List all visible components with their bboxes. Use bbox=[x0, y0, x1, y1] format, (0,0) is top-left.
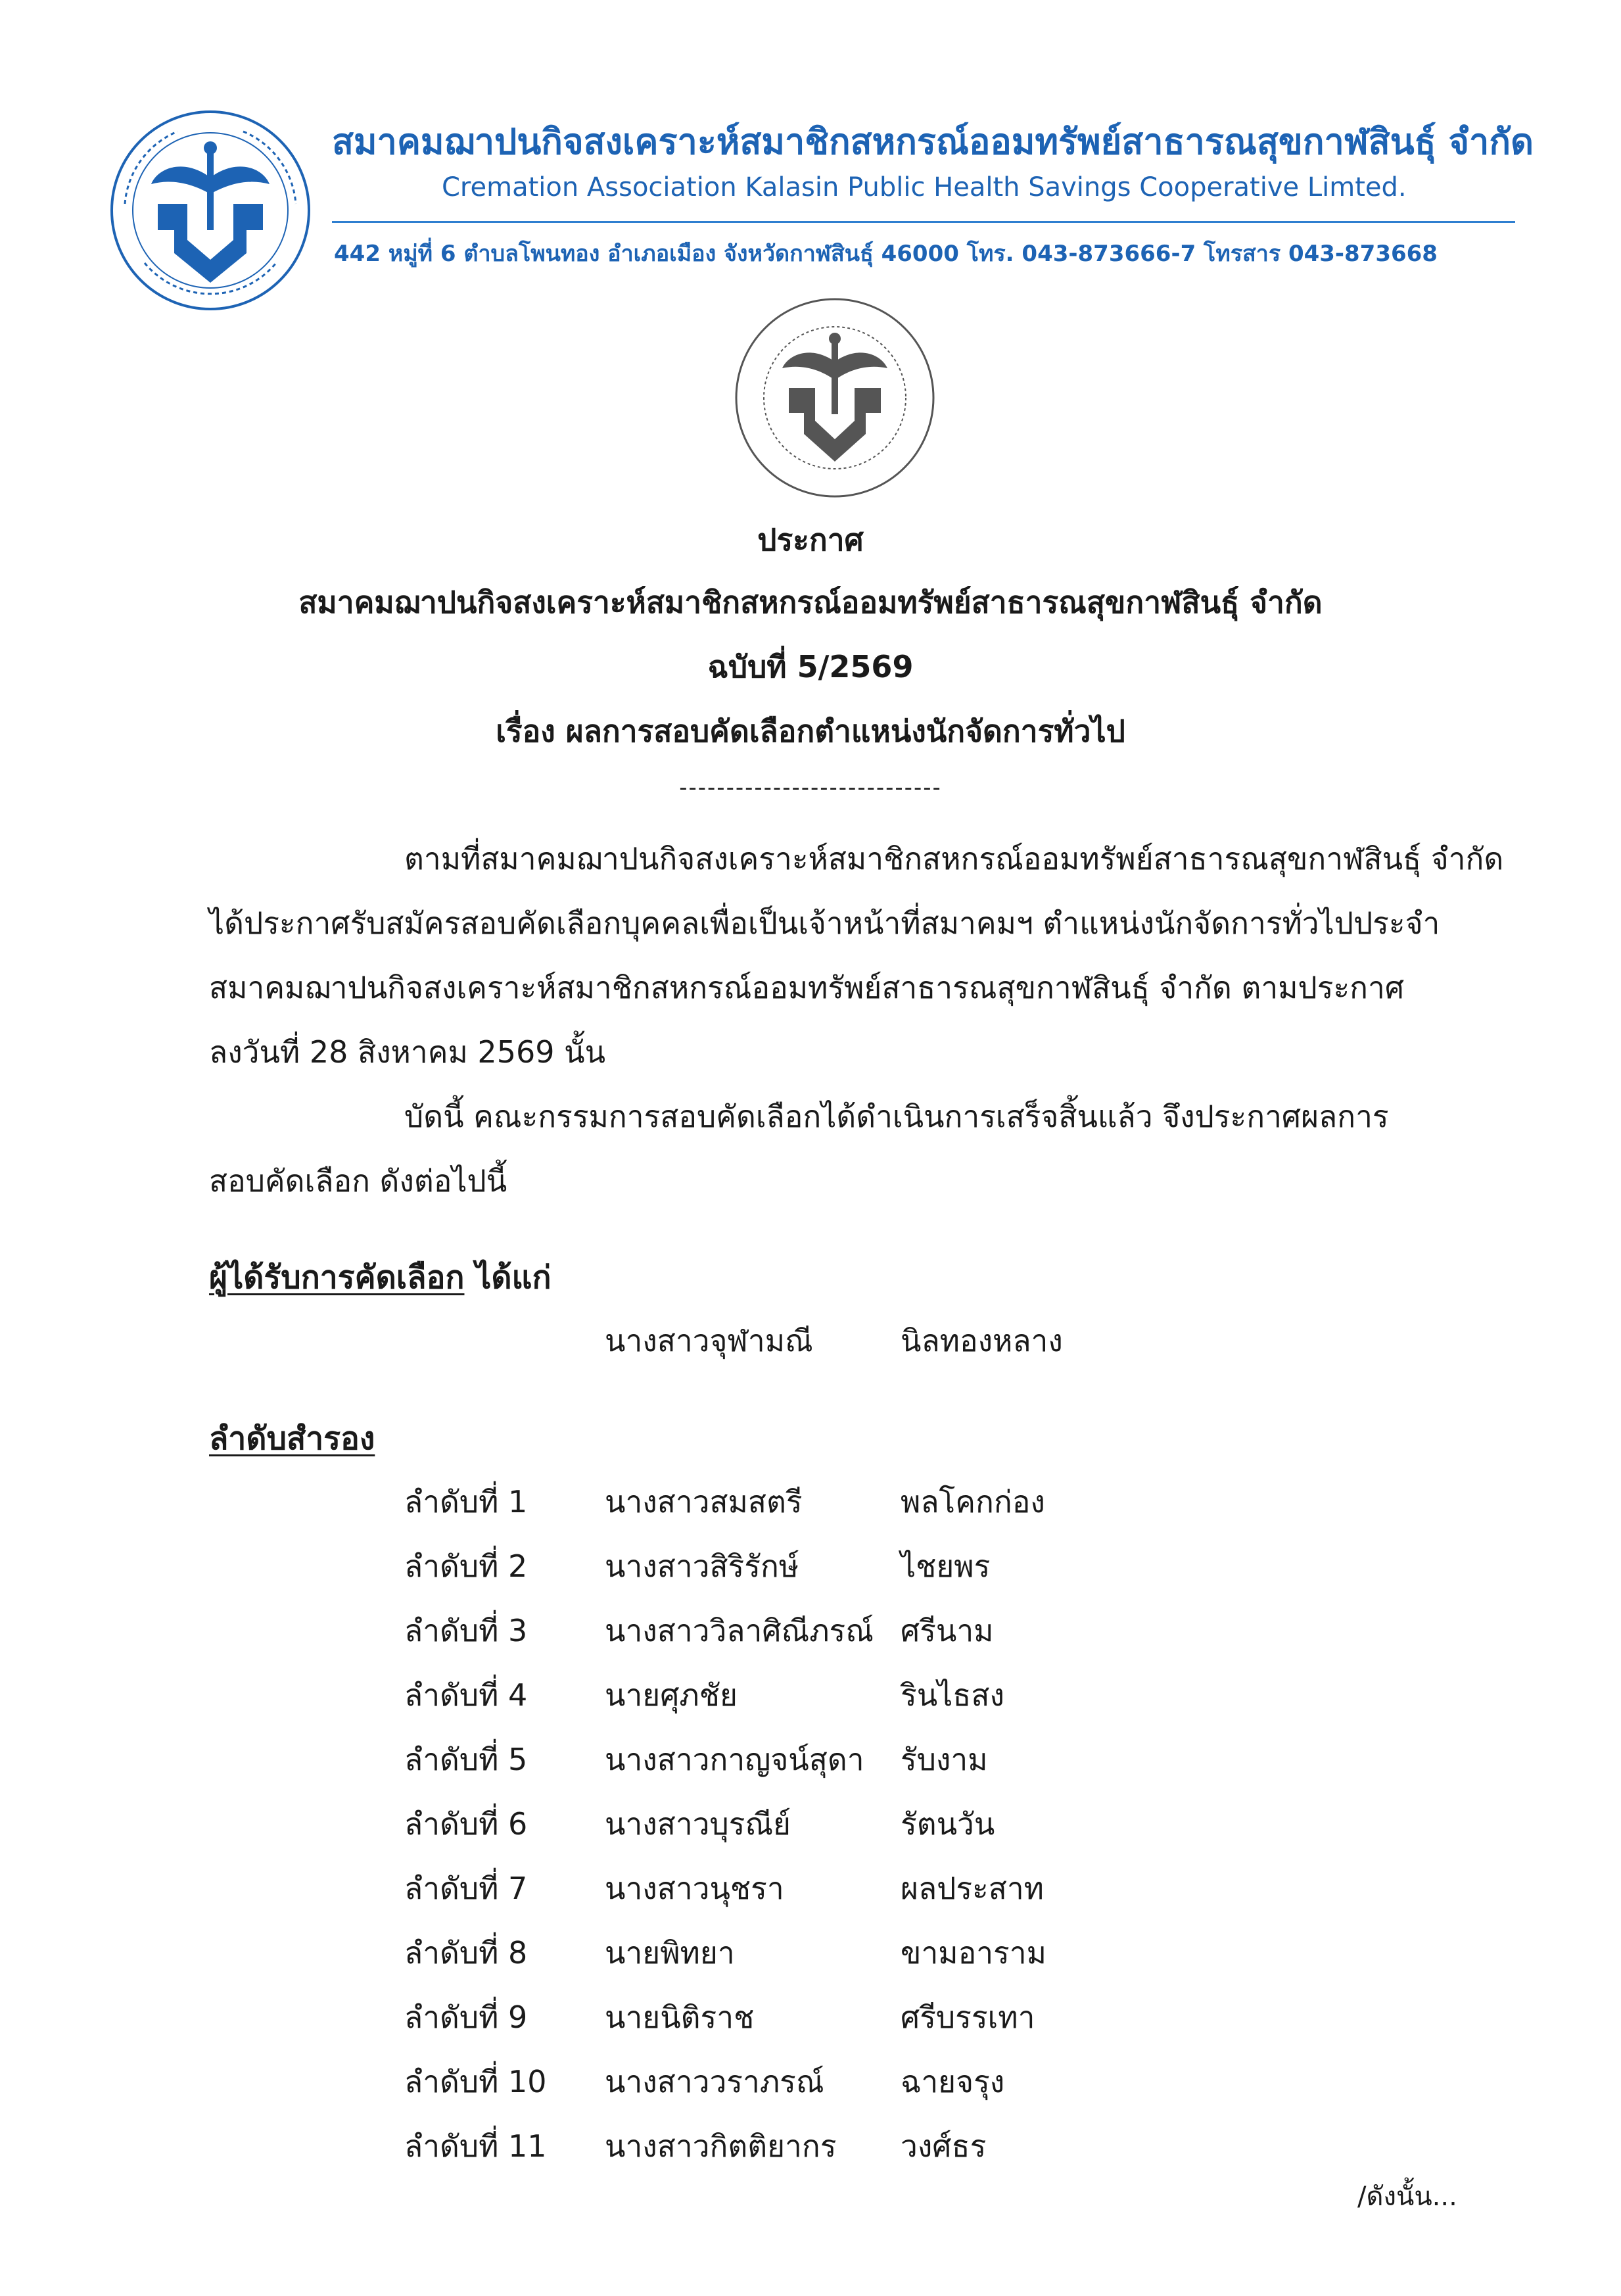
reserve-rank: ลำดับที่ 7 bbox=[404, 1871, 528, 1906]
announcement-subject: เรื่อง ผลการสอบคัดเลือกตำแหน่งนักจัดการทั่วไป bbox=[496, 713, 1125, 749]
reserve-first-name: นายศุภชัย bbox=[605, 1677, 738, 1713]
body-line: ได้ประกาศรับสมัครสอบคัดเลือกบุคคลเพื่อเป็นเจ้าหน้าที่สมาคมฯ ตำแหน่งนักจัดการทั่วไปประจำ bbox=[209, 905, 1440, 941]
reserve-last-name: ฉายจรุง bbox=[901, 2064, 1005, 2099]
reserve-first-name: นางสาววิลาศิณีภรณ์ bbox=[605, 1613, 874, 1648]
body-line: ลงวันที่ 28 สิงหาคม 2569 นั้น bbox=[209, 1034, 606, 1070]
reserve-rank: ลำดับที่ 3 bbox=[404, 1613, 528, 1648]
announcement-org: สมาคมฌาปนกิจสงเคราะห์สมาชิกสหกรณ์ออมทรัพย์สาธารณสุขกาฬสินธุ์ จำกัด bbox=[298, 585, 1323, 620]
reserve-first-name: นางสาวบุรณีย์ bbox=[605, 1806, 791, 1842]
reserve-label: ลำดับสำรอง bbox=[209, 1420, 375, 1457]
reserve-last-name: รินไธสง bbox=[901, 1677, 1004, 1713]
reserve-last-name: ผลประสาท bbox=[901, 1871, 1044, 1906]
continuation-note: /ดังนั้น... bbox=[1357, 2182, 1457, 2212]
announcement-heading: ประกาศ bbox=[757, 522, 864, 558]
reserve-first-name: นางสาวกิตติยากร bbox=[605, 2128, 837, 2164]
reserve-last-name: ไชยพร bbox=[901, 1548, 991, 1584]
association-logo bbox=[105, 105, 316, 316]
reserve-rank: ลำดับที่ 9 bbox=[404, 1999, 528, 2035]
reserve-first-name: นายพิทยา bbox=[605, 1935, 735, 1971]
reserve-last-name: รับงาม bbox=[901, 1742, 988, 1777]
reserve-first-name: นางสาวกาญจน์สุดา bbox=[605, 1742, 864, 1777]
reserve-heading bbox=[209, 1414, 375, 1464]
association-seal bbox=[726, 289, 943, 506]
reserve-last-name: รัตนวัน bbox=[901, 1806, 995, 1842]
body-line: บัดนี้ คณะกรรมการสอบคัดเลือกได้ดำเนินการเสร็จสิ้นแล้ว จึงประกาศผลการ bbox=[404, 1099, 1389, 1134]
reserve-last-name: ศรีบรรเทา bbox=[901, 1999, 1035, 2035]
title-separator: ---------------------------- bbox=[679, 775, 942, 801]
selected-suffix: ได้แก่ bbox=[464, 1259, 552, 1296]
reserve-first-name: นายนิติราช bbox=[605, 1999, 755, 2035]
letterhead-divider bbox=[332, 221, 1515, 223]
selected-label: ผู้ได้รับการคัดเลือก bbox=[209, 1259, 465, 1296]
reserve-last-name: ขามอาราม bbox=[901, 1935, 1046, 1971]
body-line: ตามที่สมาคมฌาปนกิจสงเคราะห์สมาชิกสหกรณ์ออมทรัพย์สาธารณสุขกาฬสินธุ์ จำกัด bbox=[404, 841, 1504, 876]
reserve-rank: ลำดับที่ 5 bbox=[404, 1742, 528, 1777]
reserve-rank: ลำดับที่ 1 bbox=[404, 1484, 528, 1519]
selected-last-name: นิลทองหลาง bbox=[901, 1323, 1063, 1358]
reserve-rank: ลำดับที่ 8 bbox=[404, 1935, 528, 1971]
reserve-rank: ลำดับที่ 10 bbox=[404, 2064, 547, 2099]
selected-first-name: นางสาวจุฬามณี bbox=[605, 1323, 813, 1358]
org-name-thai: สมาคมฌาปนกิจสงเคราะห์สมาชิกสหกรณ์ออมทรัพย์สาธารณสุขกาฬสินธุ์ จำกัด bbox=[332, 121, 1534, 162]
reserve-rank: ลำดับที่ 11 bbox=[404, 2128, 547, 2164]
org-name-english: Cremation Association Kalasin Public Health Savings Cooperative Limted. bbox=[442, 172, 1407, 203]
reserve-rank: ลำดับที่ 4 bbox=[404, 1677, 528, 1713]
reserve-last-name: ศรีนาม bbox=[901, 1613, 994, 1648]
reserve-last-name: วงศ์ธร bbox=[901, 2128, 987, 2164]
reserve-first-name: นางสาวสิริรักษ์ bbox=[605, 1548, 799, 1584]
reserve-last-name: พลโคกก่อง bbox=[901, 1484, 1045, 1519]
reserve-first-name: นางสาวนุชรา bbox=[605, 1871, 784, 1906]
body-line: สมาคมฌาปนกิจสงเคราะห์สมาชิกสหกรณ์ออมทรัพย์สาธารณสุขกาฬสินธุ์ จำกัด ตามประกาศ bbox=[209, 970, 1405, 1005]
reserve-rank: ลำดับที่ 2 bbox=[404, 1548, 528, 1584]
selected-heading bbox=[209, 1253, 552, 1303]
announcement-number: ฉบับที่ 5/2569 bbox=[707, 649, 914, 684]
reserve-first-name: นางสาววราภรณ์ bbox=[605, 2064, 824, 2099]
reserve-rank: ลำดับที่ 6 bbox=[404, 1806, 528, 1842]
org-address: 442 หมู่ที่ 6 ตำบลโพนทอง อำเภอเมือง จังหวัดกาฬสินธุ์ 46000 โทร. 043-873666-7 โทรสาร 043-873668 bbox=[334, 241, 1438, 267]
body-line: สอบคัดเลือก ดังต่อไปนี้ bbox=[209, 1163, 507, 1199]
reserve-first-name: นางสาวสมสตรี bbox=[605, 1484, 803, 1519]
